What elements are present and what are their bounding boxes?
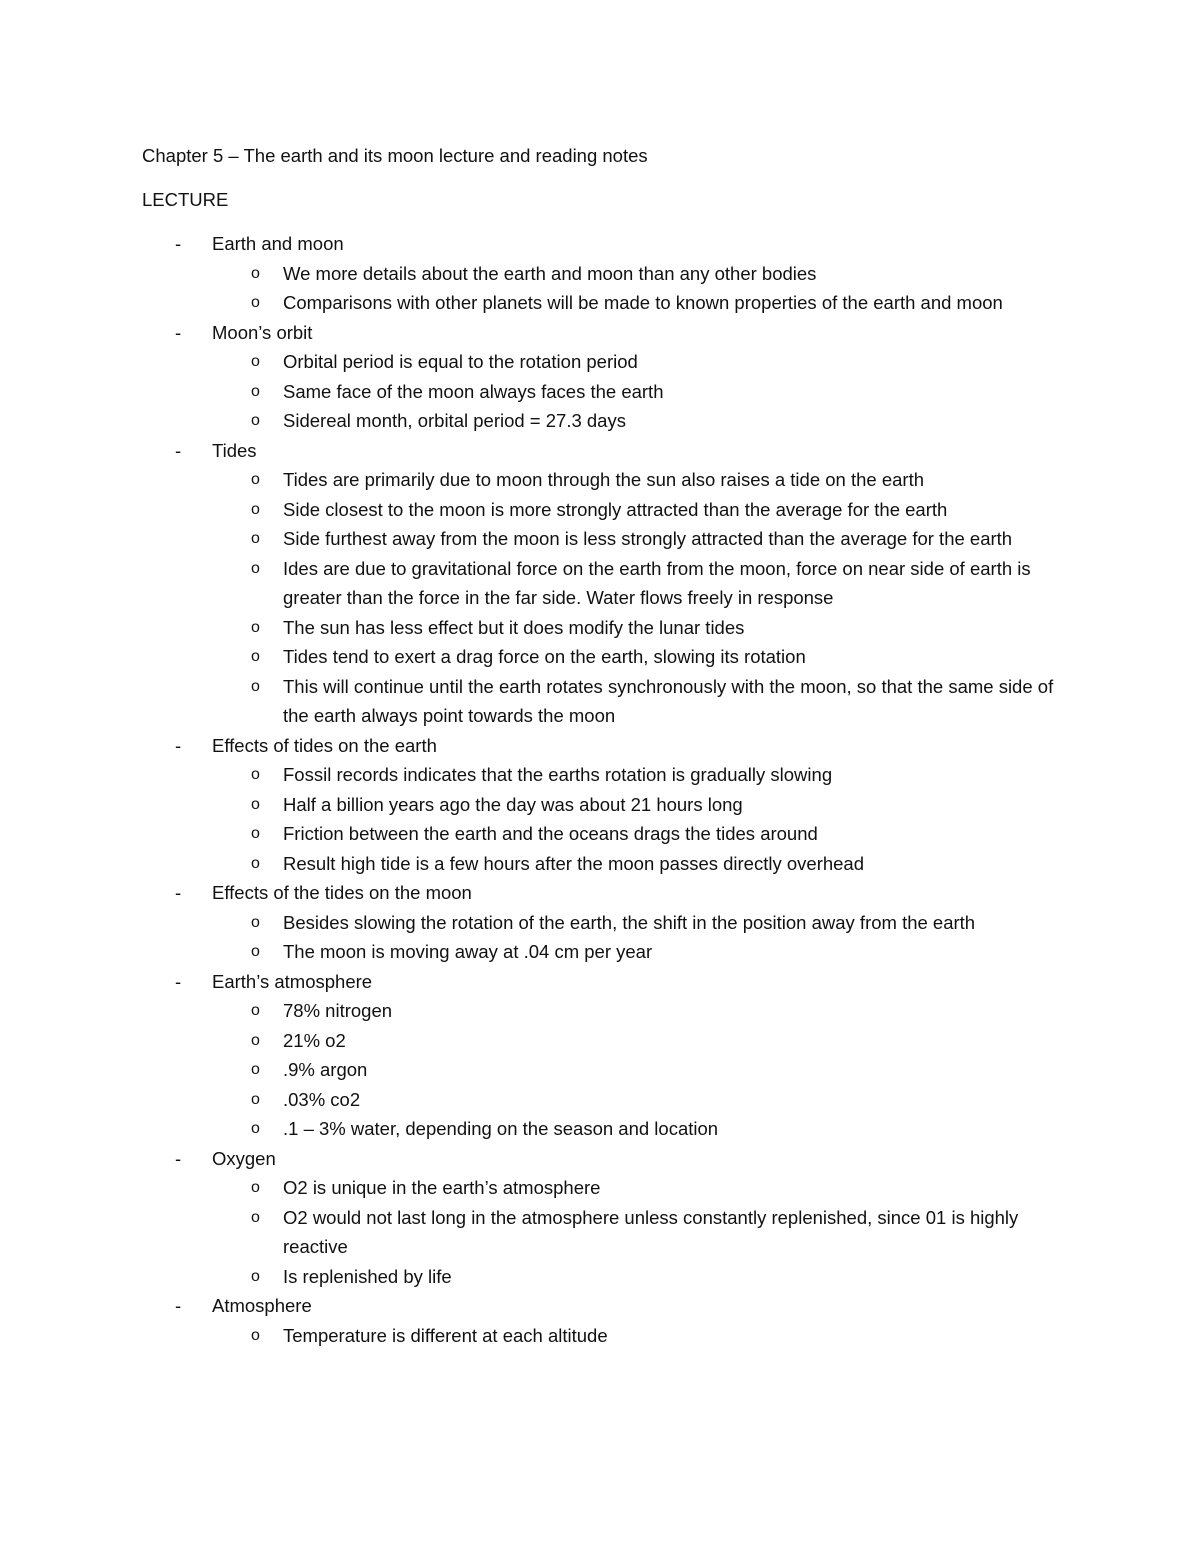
sub-point-list (0, 996, 1200, 1144)
sub-point-text: Tides tend to exert a drag force on the earth, slowing its rotation (283, 646, 806, 667)
sub-point-text: Sidereal month, orbital period = 27.3 days (283, 410, 626, 431)
sub-point-list (0, 1321, 1200, 1351)
sub-point-text: .03% co2 (283, 1088, 361, 1110)
topic-label: Earth’s atmosphere (212, 970, 373, 992)
circle-bullet: o (251, 382, 260, 400)
dash-bullet: - (175, 321, 182, 343)
circle-bullet: o (251, 1061, 260, 1078)
circle-bullet: o (251, 825, 260, 842)
sub-point-list (0, 1173, 1200, 1291)
circle-bullet: o (251, 1267, 260, 1285)
sub-point (0, 1203, 1063, 1262)
sub-point (0, 524, 1063, 554)
topic-line (0, 436, 1200, 466)
topic-item (0, 731, 1200, 879)
circle-bullet: o (251, 1031, 260, 1049)
topic-item (0, 318, 1200, 436)
circle-bullet: o (251, 943, 260, 960)
dash-bullet: - (175, 970, 182, 992)
sub-point (0, 642, 1063, 672)
sub-point (0, 1114, 1063, 1144)
circle-bullet: o (251, 412, 260, 429)
topic-item (0, 1144, 1200, 1292)
topic-line (0, 878, 1200, 908)
circle-bullet: o (251, 500, 260, 518)
topic-line (0, 967, 1200, 997)
sub-point (0, 790, 1063, 820)
topic-item (0, 436, 1200, 731)
document-title: Chapter 5 – The earth and its moon lecture and reading notes (142, 145, 648, 166)
dash-bullet: - (175, 233, 182, 254)
sub-point-text: The sun has less effect but it does modify the lunar tides (283, 616, 745, 638)
lecture-notes-list (0, 229, 1200, 1350)
sub-point-text: This will continue until the earth rotates synchronously with the moon, so that the same side of the earth always point towards the moon (283, 675, 1054, 726)
sub-point-list (0, 760, 1200, 878)
sub-point (0, 347, 1063, 377)
sub-point-text: Same face of the moon always faces the earth (283, 380, 664, 402)
circle-bullet: o (251, 1002, 260, 1019)
topic-line (0, 1291, 1200, 1321)
sub-point-text: Fossil records indicates that the earths rotation is gradually slowing (283, 764, 833, 785)
sub-point-text: Side closest to the moon is more strongly attracted than the average for the earth (283, 498, 948, 520)
sub-point (0, 1321, 1063, 1351)
circle-bullet: o (251, 1120, 260, 1137)
sub-point (0, 1173, 1063, 1203)
dash-bullet: - (175, 1295, 182, 1316)
topic-label: Atmosphere (212, 1295, 312, 1316)
sub-point-text: We more details about the earth and moon than any other bodies (283, 262, 817, 284)
sub-point-text: Besides slowing the rotation of the earth, the shift in the position away from the earth (283, 911, 976, 933)
sub-point-text: Half a billion years ago the day was about 21 hours long (283, 793, 743, 815)
sub-point (0, 937, 1063, 967)
circle-bullet: o (251, 530, 260, 547)
sub-point-text: The moon is moving away at .04 cm per year (283, 941, 653, 962)
circle-bullet: o (251, 264, 260, 282)
sub-point (0, 554, 1063, 613)
sub-point (0, 1085, 1063, 1115)
circle-bullet: o (251, 1208, 260, 1226)
sub-point-text: Ides are due to gravitational force on the earth from the moon, force on near side of earth is greater than the force in the far side. Water flows freely in response (283, 557, 1031, 608)
sub-point-text: Comparisons with other planets will be made to known properties of the earth and moon (283, 292, 1003, 313)
sub-point-text: O2 is unique in the earth’s atmosphere (283, 1177, 601, 1198)
topic-item (0, 1291, 1200, 1350)
sub-point (0, 465, 1063, 495)
circle-bullet: o (251, 1326, 260, 1344)
sub-point (0, 819, 1063, 849)
sub-point (0, 259, 1063, 289)
sub-point-text: 21% o2 (283, 1029, 346, 1051)
sub-point (0, 1262, 1063, 1292)
sub-point (0, 672, 1063, 731)
sub-point (0, 1055, 1063, 1085)
sub-point-text: Temperature is different at each altitude (283, 1324, 608, 1346)
topic-line (0, 1144, 1200, 1174)
circle-bullet: o (251, 795, 260, 813)
circle-bullet: o (251, 766, 260, 783)
circle-bullet: o (251, 559, 260, 577)
sub-point (0, 1026, 1063, 1056)
topic-line (0, 318, 1200, 348)
circle-bullet: o (251, 294, 260, 311)
topic-label: Oxygen (212, 1147, 276, 1169)
dash-bullet: - (175, 1147, 182, 1169)
circle-bullet: o (251, 1090, 260, 1108)
circle-bullet: o (251, 854, 260, 872)
sub-point-list (0, 259, 1200, 318)
sub-point (0, 996, 1063, 1026)
sub-point-text: O2 would not last long in the atmosphere unless constantly replenished, since 01 is highly reactive (283, 1206, 1019, 1257)
sub-point (0, 908, 1063, 938)
topic-label: Effects of tides on the earth (212, 734, 437, 756)
sub-point (0, 495, 1063, 525)
topic-line (0, 229, 1200, 259)
sub-point-text: .1 – 3% water, depending on the season and location (283, 1118, 719, 1139)
sub-point (0, 760, 1063, 790)
sub-point-list (0, 465, 1200, 731)
sub-point-text: Friction between the earth and the oceans drags the tides around (283, 823, 818, 844)
dash-bullet: - (175, 439, 182, 461)
sub-point-text: Tides are primarily due to moon through the sun also raises a tide on the earth (283, 469, 925, 490)
dash-bullet: - (175, 734, 182, 756)
topic-item (0, 878, 1200, 967)
sub-point-text: Orbital period is equal to the rotation period (283, 351, 638, 372)
sub-point-text: 78% nitrogen (283, 1000, 393, 1021)
sub-point (0, 613, 1063, 643)
sub-point-text: .9% argon (283, 1059, 368, 1080)
sub-point-text: Is replenished by life (283, 1265, 452, 1287)
circle-bullet: o (251, 471, 260, 488)
sub-point (0, 377, 1063, 407)
circle-bullet: o (251, 648, 260, 665)
dash-bullet: - (175, 882, 182, 903)
topic-item (0, 967, 1200, 1144)
topic-item (0, 229, 1200, 318)
section-label: LECTURE (142, 189, 229, 210)
topic-label: Tides (212, 439, 257, 461)
sub-point-list (0, 347, 1200, 436)
sub-point-text: Result high tide is a few hours after the moon passes directly overhead (283, 852, 865, 874)
sub-point (0, 406, 1063, 436)
sub-point-list (0, 908, 1200, 967)
topic-label: Effects of the tides on the moon (212, 882, 472, 903)
sub-point (0, 849, 1063, 879)
topic-label: Earth and moon (212, 233, 344, 254)
circle-bullet: o (251, 913, 260, 931)
sub-point (0, 288, 1063, 318)
circle-bullet: o (251, 1179, 260, 1196)
circle-bullet: o (251, 353, 260, 370)
circle-bullet: o (251, 618, 260, 636)
sub-point-text: Side furthest away from the moon is less strongly attracted than the average for the earth (283, 528, 1013, 549)
circle-bullet: o (251, 677, 260, 695)
topic-label: Moon’s orbit (212, 321, 313, 343)
topic-line (0, 731, 1200, 761)
